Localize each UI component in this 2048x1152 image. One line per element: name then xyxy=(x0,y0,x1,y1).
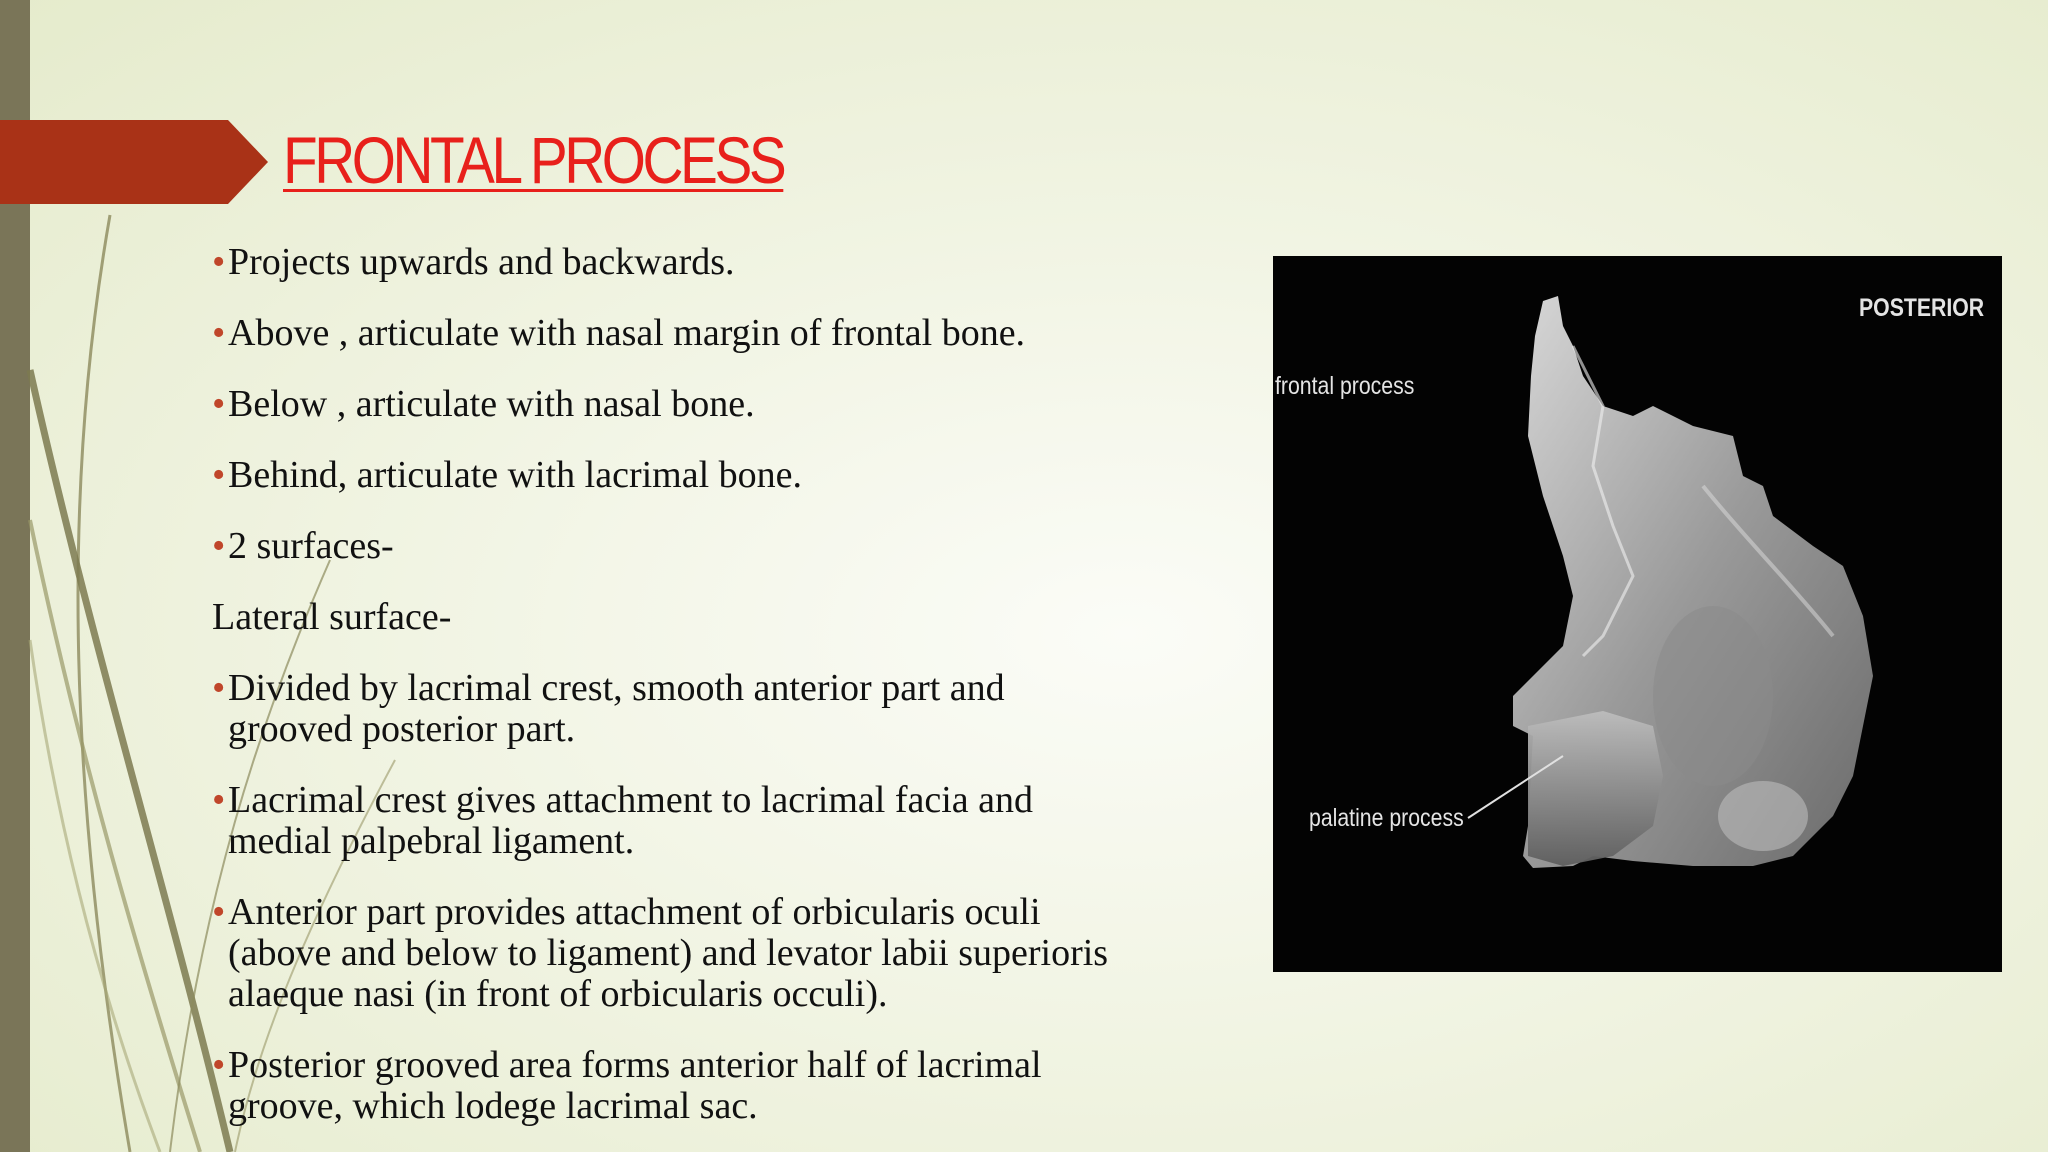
bullet-dot: • xyxy=(212,891,226,933)
bullet-dot: • xyxy=(212,241,226,283)
bullet-list xyxy=(212,242,1242,1127)
title-arrow-shape xyxy=(0,120,268,204)
bullet-item xyxy=(212,1045,1242,1127)
bullet-text: Posterior grooved area forms anterior half of lacrimal xyxy=(228,1044,1042,1086)
bullet-text: Anterior part provides attachment of orbicularis oculi xyxy=(228,891,1041,933)
bullet-text: Above , articulate with nasal margin of frontal bone. xyxy=(228,312,1026,354)
bullet-item xyxy=(212,668,1242,750)
bullet-dot: • xyxy=(212,667,226,709)
bullet-item xyxy=(212,780,1242,862)
slide-title: FRONTAL PROCESS xyxy=(283,123,784,197)
bullet-text: (above and below to ligament) and levator labii superioris xyxy=(228,932,1109,974)
bone-illustration xyxy=(1273,256,2002,972)
bullet-text: Lacrimal crest gives attachment to lacrimal facia and xyxy=(228,779,1033,821)
bullet-dot: • xyxy=(212,779,226,821)
bullet-item xyxy=(212,892,1242,1015)
bullet-text: Behind, articulate with lacrimal bone. xyxy=(228,454,803,496)
bullet-item xyxy=(212,455,1242,496)
bullet-text: Divided by lacrimal crest, smooth anterior part and xyxy=(228,667,1005,709)
label-palatine-process: palatine process xyxy=(1309,804,1464,832)
bullet-item xyxy=(212,242,1242,283)
bullet-dot: • xyxy=(212,454,226,496)
bullet-item xyxy=(212,384,1242,425)
bullet-item xyxy=(212,526,1242,567)
bullet-dot: • xyxy=(212,1044,226,1086)
bullet-text: 2 surfaces- xyxy=(228,525,394,567)
subheading-lateral-surface: Lateral surface- xyxy=(212,596,452,638)
maxilla-bone-image xyxy=(1273,256,2002,972)
bullet-text: groove, which lodege lacrimal sac. xyxy=(228,1085,758,1127)
bullet-item xyxy=(212,313,1242,354)
bullet-dot: • xyxy=(212,383,226,425)
bullet-text: Projects upwards and backwards. xyxy=(228,241,735,283)
bullet-dot: • xyxy=(212,312,226,354)
bullet-text: alaeque nasi (in front of orbicularis occuli). xyxy=(228,973,888,1015)
label-posterior: POSTERIOR xyxy=(1859,294,1985,322)
bullet-text: medial palpebral ligament. xyxy=(228,820,635,862)
bullet-text: Below , articulate with nasal bone. xyxy=(228,383,755,425)
label-frontal-process: frontal process xyxy=(1275,372,1415,400)
bullet-text: grooved posterior part. xyxy=(228,708,576,750)
bullet-dot: • xyxy=(212,525,226,567)
